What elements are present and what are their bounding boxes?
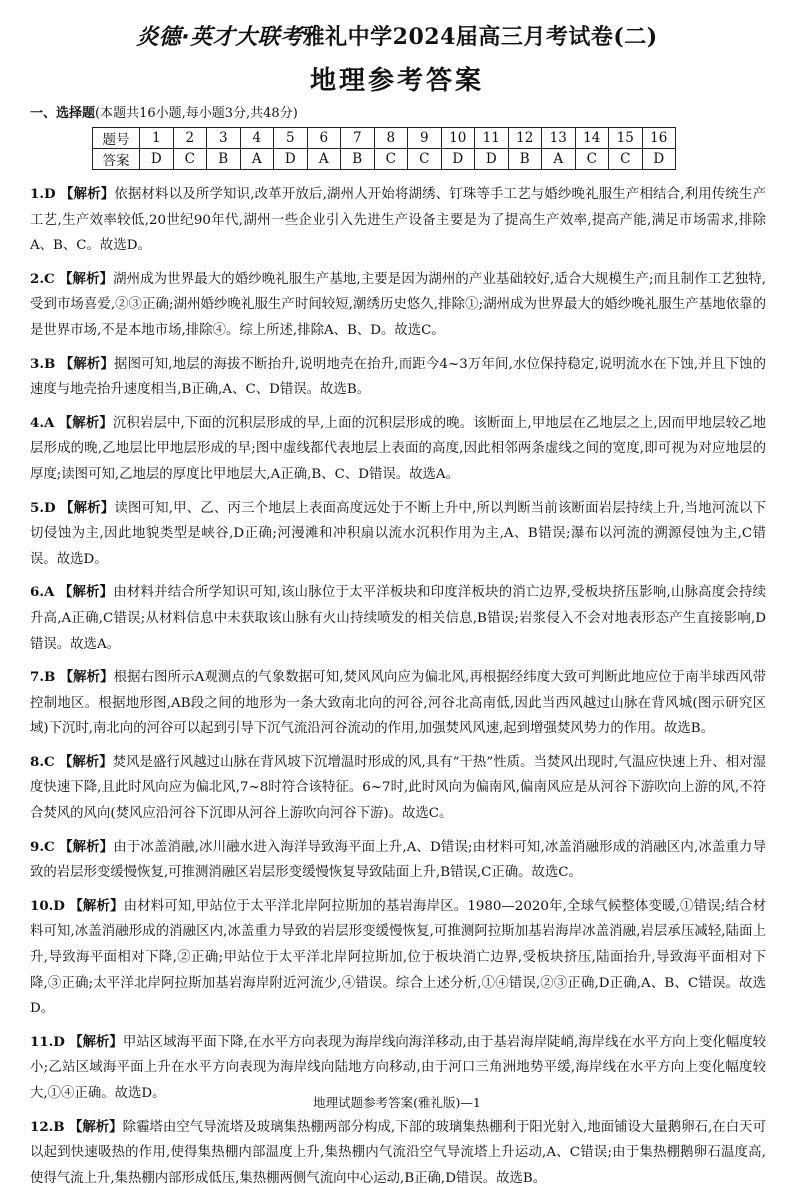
answer-cell: A [542, 149, 576, 170]
explanation-text: 据图可知,地层的海拔不断抬升,说明地壳在抬升,而距今4~3万年间,水位保持稳定,说明流水在下蚀,并且下蚀的速度与地壳抬升速度相当,B正确,A、C、D错误。故选B。 [30, 356, 766, 398]
explanation-item [30, 352, 766, 403]
answer-cell: C [408, 149, 442, 170]
section-heading-label: 一、选择题 [30, 106, 96, 121]
question-number-cell: 11 [475, 128, 509, 149]
question-number-cell: 12 [508, 128, 542, 149]
question-number-cell: 2 [173, 128, 207, 149]
question-number-cell: 16 [642, 128, 676, 149]
explanation-text: 湖州成为世界最大的婚纱晚礼服生产基地,主要是因为湖州的产业基础较好,适合大规模生产;而且制作工艺独特,受到市场喜爱,②③正确;湖州婚纱晚礼服生产时间较短,潮绣历史悠久,排除①;湖州成为世界最大的婚纱晚礼服生产基地依靠的是世界市场,不是本地市场,排除④。综上所述,排除A、B、D。故选C。 [30, 271, 767, 338]
answer-cell: C [609, 149, 643, 170]
analysis-tag: 【解析】 [59, 270, 114, 287]
question-number-cell: 6 [307, 128, 341, 149]
explanation-item [30, 411, 766, 488]
question-number-cell: 3 [207, 128, 241, 149]
answer-cell: C [374, 149, 408, 170]
question-number-cell: 13 [542, 128, 576, 149]
question-answer-label: 3.B [30, 355, 56, 372]
explanation-item [30, 750, 766, 827]
question-number-cell: 8 [374, 128, 408, 149]
explanation-item [30, 894, 766, 1022]
answer-cell: A [307, 149, 341, 170]
exam-header [0, 20, 794, 51]
brand-name: 炎德·英才大联考 [136, 25, 303, 50]
analysis-tag: 【解析】 [59, 355, 115, 372]
question-number-cell: 1 [140, 128, 174, 149]
explanation-text: 读图可知,甲、乙、丙三个地层上表面高度远处于不断上升中,所以判断当前该断面岩层持续上升,当地河流以下切侵蚀为主,因此地貌类型是峡谷,D正确;河漫滩和冲积扇以流水沉积作用为主,A、B错误;瀑布以河流的溯源侵蚀为主,C错误。故选D。 [30, 500, 766, 567]
explanation-item [30, 267, 766, 344]
question-number-cell: 7 [341, 128, 375, 149]
number-row-label: 题号 [93, 128, 140, 149]
question-number-cell: 10 [441, 128, 475, 149]
question-number-cell: 14 [575, 128, 609, 149]
explanation-text: 依据材料以及所学知识,改革开放后,湖州人开始将湖绣、钉珠等手工艺与婚纱晚礼服生产相结合,利用传统生产工艺,生产效率较低,20世纪90年代,湖州一些企业引入先进生产设备主要是为了提高生产效率,提高产能,满足市场需求,排除A、B、C。故选D。 [30, 187, 766, 254]
analysis-tag: 【解析】 [60, 186, 115, 202]
explanation-text: 由材料可知,甲站位于太平洋北岸阿拉斯加的基岩海岸区。1980—2020年,全球气候整体变暖,①错误;结合材料可知,冰盖消融形成的消融区内,冰盖重力导致的岩层形变缓慢恢复,可推测阿拉斯加基岩海岸冰盖消融,岩层承压减轻,陆面上升,导致海平面相对下降,②正确;甲站位于太平洋北岸阿拉斯加,位于板块消亡边界,受板块挤压,陆面抬升,导致海平面相对下降,③正确;太平洋北岸阿拉斯加基岩海岸附近河流少,④错误。综合上述分析,①④错误,②③正确,D正确,A、B、C错误。故选D。 [30, 898, 766, 1017]
explanation-text: 由于冰盖消融,冰川融水进入海洋导致海平面上升,A、D错误;由材料可知,冰盖消融形成的消融区内,冰盖重力导致的岩层形变缓慢恢复,可推测消融区岩层形变缓慢恢复导致陆面上升,B错误,C正确。故选C。 [30, 839, 766, 881]
analysis-tag: 【解析】 [58, 753, 113, 770]
answer-cell: D [475, 149, 509, 170]
question-answer-label: 1.D [30, 186, 56, 202]
explanation-text: 由材料并结合所学知识可知,该山脉位于太平洋板块和印度洋板块的消亡边界,受板块挤压影响,山脉高度会持续升高,A正确,C错误;从材料信息中未获取该山脉有火山持续喷发的相关信息,B错误;岩浆侵入不会对地表形态产生直接影响,D错误。故选A。 [30, 585, 766, 652]
question-number-cell: 15 [609, 128, 643, 149]
question-answer-label: 9.C [30, 838, 55, 855]
question-answer-label: 5.D [30, 499, 56, 516]
answer-cell: B [207, 149, 241, 170]
answer-cell: C [575, 149, 609, 170]
explanation-text: 除霾塔由空气导流塔及玻璃集热棚两部分构成,下部的玻璃集热棚利于阳光射入,地面铺设大量鹅卵石,在白天可以起到快速吸热的作用,使得集热棚内部温度上升,集热棚内气流沿空气导流塔上升运动,A、C错误;由于集热棚鹅卵石温度高,使得气流上升,集热棚内部形成低压,集热棚两侧气流向中心运动,B正确,D错误。故选B。 [30, 1119, 766, 1186]
explanation-item [30, 1115, 766, 1192]
answer-table-answer-row [93, 149, 676, 170]
answer-table [92, 127, 676, 170]
question-answer-label: 7.B [30, 669, 56, 686]
answer-row-label: 答案 [93, 149, 140, 170]
answer-cell: D [441, 149, 475, 170]
explanation-text: 焚风是盛行风越过山脉在背风坡下沉增温时形成的风,具有“干热”性质。当焚风出现时,气温应快速上升、相对湿度快速下降,且此时风向应为偏北风,7~8时符合该特征。6~7时,此时风向为偏南风,偏南风应是从河谷下游吹向上游的风,不符合焚风的风向(焚风应沿河谷下沉即从河谷上游吹向河谷下游)。故选C。 [30, 754, 767, 822]
question-number-cell: 9 [408, 128, 442, 149]
exam-name: 雅礼中学2024届高三月考试卷(二) [302, 24, 658, 50]
explanation-list [30, 182, 766, 1199]
question-number-cell: 5 [274, 128, 308, 149]
answer-table-number-row [93, 128, 676, 149]
answer-cell: B [508, 149, 542, 170]
question-answer-label: 12.B [30, 1118, 65, 1135]
analysis-tag: 【解析】 [58, 414, 113, 431]
answer-cell: C [173, 149, 207, 170]
explanation-item [30, 496, 766, 573]
analysis-tag: 【解析】 [58, 584, 114, 601]
answer-cell: D [274, 149, 308, 170]
analysis-tag: 【解析】 [60, 499, 115, 516]
section-heading [30, 102, 298, 121]
explanation-item [30, 665, 766, 742]
question-answer-label: 11.D [30, 1033, 65, 1050]
question-answer-label: 10.D [30, 897, 65, 914]
analysis-tag: 【解析】 [59, 669, 114, 686]
analysis-tag: 【解析】 [68, 1118, 123, 1135]
answer-cell: A [240, 149, 274, 170]
document-title: 地理参考答案 [309, 66, 484, 96]
answer-cell: D [140, 149, 174, 170]
question-number-cell: 4 [240, 128, 274, 149]
analysis-tag: 【解析】 [59, 838, 114, 855]
question-answer-label: 6.A [30, 584, 55, 601]
explanation-item [30, 835, 766, 886]
section-note: (本题共16小题,每小题3分,共48分) [95, 106, 298, 121]
explanation-text: 甲站区域海平面下降,在水平方向表现为海岸线向海洋移动,由于基岩海岸陡峭,海岸线在水平方向上变化幅度较小;乙站区域海平面上升在水平方向表现为海岸线向陆地方向移动,由于河口三角洲地势平缓,海岸线在水平方向上变化幅度较大,①④正确。故选D。 [30, 1034, 766, 1101]
explanation-text: 沉积岩层中,下面的沉积层形成的早,上面的沉积层形成的晚。该断面上,甲地层在乙地层之上,因而甲地层较乙地层形成的晚,乙地层比甲地层形成的早;图中虚线都代表地层上表面的高度,因此相邻两条虚线之间的宽度,即可视为对应地层的厚度;读图可知,乙地层的厚度比甲地层大,A正确,B、C、D错误。故选A。 [30, 415, 767, 482]
answer-cell: B [341, 149, 375, 170]
question-answer-label: 2.C [30, 270, 55, 287]
page-footer: 地理试题参考答案(雅礼版)—1 [313, 1095, 481, 1110]
explanation-item [30, 580, 766, 657]
answer-cell: D [642, 149, 676, 170]
explanation-item [30, 182, 766, 259]
analysis-tag: 【解析】 [69, 1033, 123, 1050]
explanation-text: 根据右图所示A观测点的气象数据可知,焚风风向应为偏北风,再根据经纬度大致可判断此地应位于南半球西风带控制地区。根据地形图,AB段之间的地形为一条大致南北向的河谷,河谷北高南低,因此当西风越过山脉在背风城(图示研究区域)下沉时,南北向的河谷可以起到引导下沉气流沿河谷流动的作用,加强焚风风速,起到增强焚风势力的作用。故选B。 [30, 670, 767, 737]
question-answer-label: 8.C [30, 753, 55, 770]
analysis-tag: 【解析】 [69, 897, 124, 914]
question-answer-label: 4.A [30, 414, 55, 431]
